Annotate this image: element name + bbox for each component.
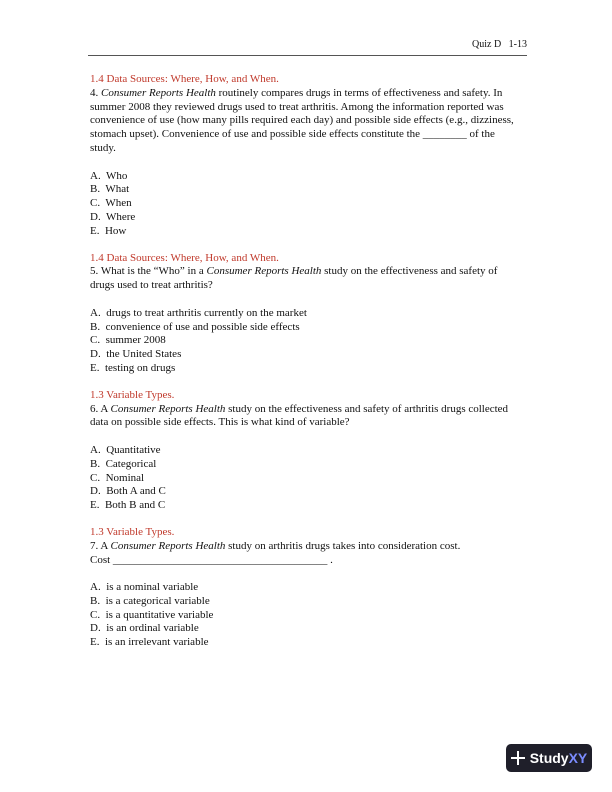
choice-item: B. convenience of use and possible side effects (90, 320, 300, 333)
plus-icon (511, 751, 525, 765)
choice-item: D. the United States (90, 348, 182, 361)
section-heading: 1.4 Data Sources: Where, How, and When. (90, 251, 279, 264)
choice-item: B. What (90, 183, 130, 196)
choice-item: B. Categorical (90, 457, 157, 470)
question-text: 5. What is the “Who” in a Consumer Reports Health study on the effectiveness and safety of drugs used to treat arthritis? (90, 265, 498, 292)
question-5 (90, 252, 520, 376)
question-6 (90, 389, 520, 513)
publication-title: Consumer Reports Health (101, 86, 216, 99)
publication-title: Consumer Reports Health (110, 539, 226, 552)
quiz-content (90, 73, 520, 663)
choice-item: A. Quantitative (90, 443, 161, 456)
choice-item: E. testing on drugs (90, 361, 176, 374)
choice-list (90, 581, 520, 650)
choice-item: C. When (90, 197, 132, 210)
studyxy-logo (506, 744, 592, 772)
choice-list (90, 307, 520, 376)
choice-item: D. is an ordinal variable (90, 622, 199, 635)
logo-text: Study (529, 750, 569, 766)
choice-item: E. How (90, 224, 127, 237)
choice-item: B. is a categorical variable (90, 594, 210, 607)
choice-item: A. Who (90, 169, 128, 182)
fill-in-blank: Cost _______________________________________ . (90, 553, 333, 566)
choice-item: C. Nominal (90, 471, 145, 484)
page-header (88, 39, 527, 56)
choice-item: E. Both B and C (90, 499, 166, 512)
question-4 (90, 73, 520, 239)
question-text: 6. A Consumer Reports Health study on the effectiveness and safety of arthritis drugs collected data on possible side effects. This is what kind of variable? (90, 402, 509, 429)
question-text: 4. Consumer Reports Health routinely compares drugs in terms of effectiveness and safety. In summer 2008 they reviewed drugs used to treat arthritis. Among the information reported was convenience of use (how many pills required each day) and possible side effects (e.g., dizziness, stomach upset). Convenience of use and possible side effects constitute the ________ of the study. (90, 86, 514, 154)
choice-item: C. summer 2008 (90, 334, 166, 347)
section-heading: 1.4 Data Sources: Where, How, and When. (90, 73, 279, 85)
choice-item: C. is a quantitative variable (90, 608, 214, 621)
choice-item: D. Where (90, 210, 136, 223)
section-heading: 1.3 Variable Types. (90, 525, 175, 538)
question-text: 7. A Consumer Reports Health study on arthritis drugs takes into consideration cost. Cost _______________________________________ . (90, 539, 461, 566)
choice-item: E. is an irrelevant variable (90, 636, 209, 649)
publication-title: Consumer Reports Health (206, 265, 322, 278)
choice-item: A. drugs to treat arthritis currently on the market (90, 306, 307, 319)
choice-item: D. Both A and C (90, 485, 166, 498)
logo-accent-text: XY (568, 750, 588, 766)
header-label: Quiz D 1-13 (472, 39, 527, 50)
section-heading: 1.3 Variable Types. (90, 388, 175, 401)
choice-list (90, 444, 520, 513)
question-7 (90, 526, 520, 650)
choice-list (90, 170, 520, 239)
publication-title: Consumer Reports Health (110, 402, 226, 415)
choice-item: A. is a nominal variable (90, 581, 199, 594)
